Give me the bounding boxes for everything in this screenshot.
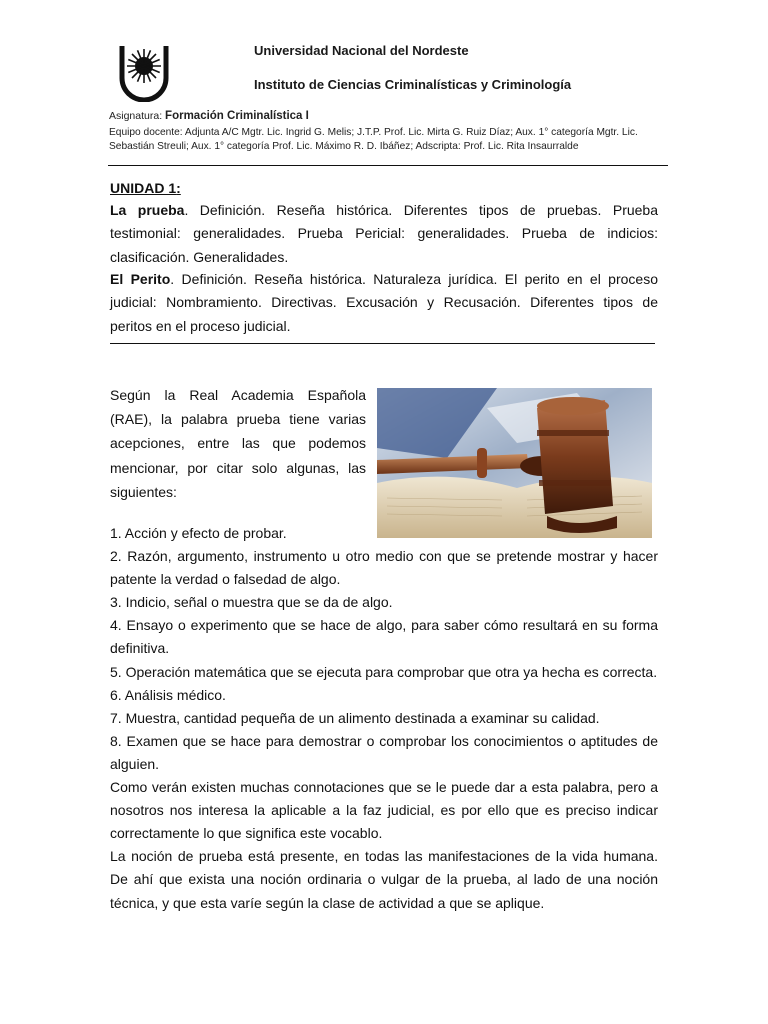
unidad-title (110, 180, 181, 196)
unidad-title-text: UNIDAD 1 (110, 180, 177, 196)
unne-logo-icon (116, 44, 172, 102)
body-paragraph: Como verán existen muchas connotaciones que se le puede dar a esta palabra, pero a nosotros nos interesa la aplicable a la faz judicial, es por ello que es preciso indicar correctamente lo que significa este vocablo. (110, 779, 658, 842)
header-divider (108, 165, 668, 166)
unidad-perito-paragraph (110, 268, 658, 338)
unidad-prueba-paragraph (110, 199, 658, 269)
body-paragraph: La noción de prueba está presente, en todas las manifestaciones de la vida humana. De ahí que exista una noción ordinaria o vulgar de la prueba, al lado de una noción técnica, y que esta varíe según la clase de actividad a que se aplique. (110, 848, 658, 911)
list-item: 5. Operación matemática que se ejecuta para comprobar que otra ya hecha es correcta. (110, 663, 658, 680)
asignatura-value: Formación Criminalística I (165, 110, 309, 122)
list-item: 8. Examen que se hace para demostrar o comprobar los conocimientos o aptitudes de alguien. (110, 732, 658, 772)
gavel-photo (377, 388, 652, 538)
list-item: 1. Acción y efecto de probar. (110, 525, 287, 541)
institute-name: Instituto de Ciencias Criminalísticas y Criminología (254, 77, 572, 92)
list-item: 6. Análisis médico. (110, 686, 226, 703)
list-item: 4. Ensayo o experimento que se hace de algo, para saber cómo resultará en su forma definitiva. (110, 617, 658, 657)
asignatura-line (109, 110, 309, 122)
equipo-docente: Equipo docente: Adjunta A/C Mgtr. Lic. Ingrid G. Melis; J.T.P. Prof. Lic. Mirta G. Ruiz Díaz; Aux. 1° categoría Mgtr. Lic. Sebastián Streuli; Aux. 1° categoría Prof. Lic. Máximo R. D. Ibáñez; Adscripta: Prof. Lic. Rita Insaurralde (109, 127, 638, 152)
list-item: 3. Indicio, señal o muestra que se da de algo. (110, 594, 393, 611)
list-item: 2. Razón, argumento, instrumento u otro medio con que se pretende mostrar y hacer patente la verdad o falsedad de algo. (110, 548, 658, 588)
perito-topics: . Definición. Reseña histórica. Naturaleza jurídica. El perito en el proceso judicial: Nombramiento. Directivas. Excusación y Recusación. Diferentes tipos de peritos en el proceso judicial. (110, 271, 658, 334)
definitions-list (110, 522, 658, 915)
prueba-topics: . Definición. Reseña histórica. Diferentes tipos de pruebas. Prueba testimonial: generalidades. Prueba Pericial: generalidades. Prueba de indicios: clasificación. Generalidades. (110, 202, 658, 265)
university-name: Universidad Nacional del Nordeste (254, 43, 469, 58)
unidad-title-colon: : (176, 180, 181, 196)
prueba-heading: La prueba (110, 202, 185, 218)
perito-heading: El Perito (110, 271, 171, 287)
unidad-divider (110, 343, 655, 344)
asignatura-label: Asignatura: (109, 110, 166, 122)
list-item: 7. Muestra, cantidad pequeña de un alimento destinada a examinar su calidad. (110, 709, 600, 726)
intro-paragraph: Según la Real Academia Española (RAE), la palabra prueba tiene varias acepciones, entre las que podemos mencionar, por citar solo algunas, las siguientes: (110, 387, 366, 500)
